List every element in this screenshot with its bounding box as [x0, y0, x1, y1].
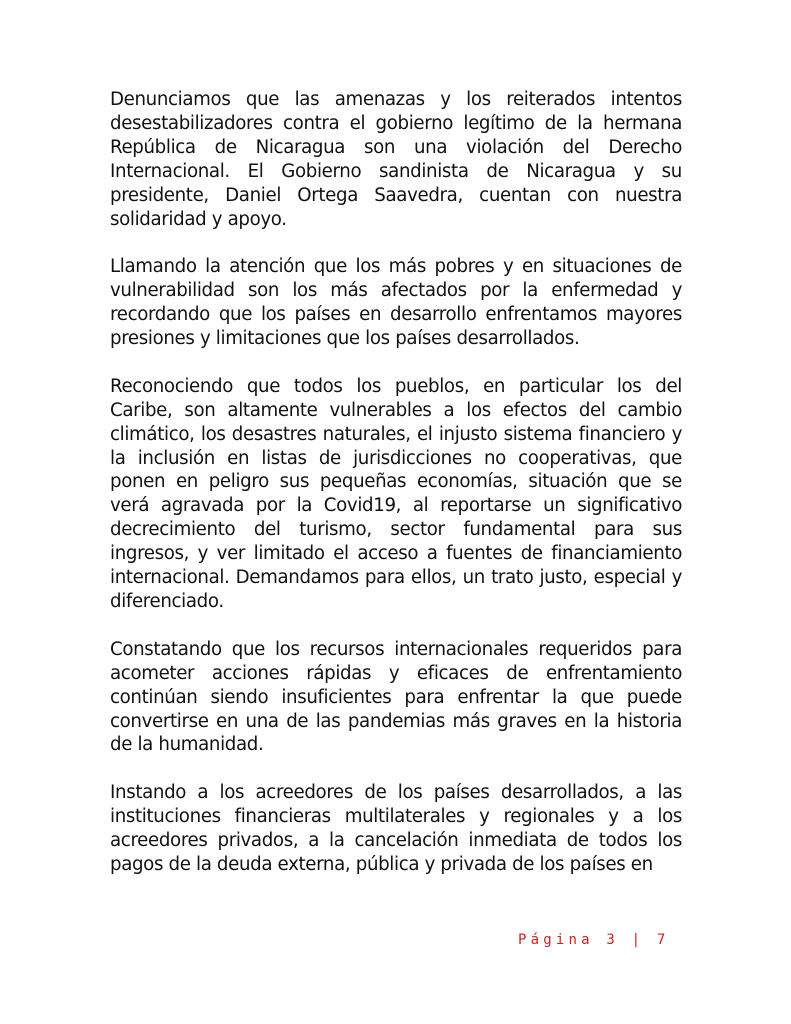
paragraph-nicaragua: Denunciamos que las amenazas y los reiterados intentos desestabilizadores contra el gobierno legítimo de la hermana República de Nicaragua son una violación del Derecho Internacional. El Gobierno sandinista de Nicaragua y su presidente, Daniel Ortega Saavedra, cuentan con nuestra solidaridad y apoyo.: [110, 89, 682, 230]
paragraph-caribe: Reconociendo que todos los pueblos, en particular los del Caribe, son altamente vulnerables a los efectos del cambio climático, los desastres naturales, el injusto sistema financiero y la inclusión en listas de jurisdicciones no cooperativas, que ponen en peligro sus pequeñas economías, situación que se verá agravada por la Covid19, al reportarse un significativo decrecimiento del turismo, sector fundamental para sus ingresos, y ver limitado el acceso a fuentes de financiamiento internacional. Demandamos para ellos, un trato justo, especial y diferenciado.: [110, 375, 682, 612]
paragraph-vulnerabilidad: Llamando la atención que los más pobres y en situaciones de vulnerabilidad son los más afectados por la enfermedad y recordando que los países en desarrollo enfrentamos mayores presiones y limitaciones que los países desarrollados.: [110, 256, 682, 350]
paragraph-deuda: Instando a los acreedores de los países desarrollados, a las instituciones financieras multilaterales y regionales y a los acreedores privados, a la cancelación inmediata de todos los pagos de la deuda externa, pública y privada de los países en: [110, 782, 682, 875]
paragraph-recursos: Constatando que los recursos internacionales requeridos para acometer acciones rápidas y eficaces de enfrentamiento continúan siendo insuficientes para enfrentar la que puede convertirse en una de las pandemias más graves en la historia de la humanidad.: [110, 638, 682, 756]
page-number-footer: Página 3 | 7: [518, 932, 670, 948]
document-body: [110, 88, 682, 901]
